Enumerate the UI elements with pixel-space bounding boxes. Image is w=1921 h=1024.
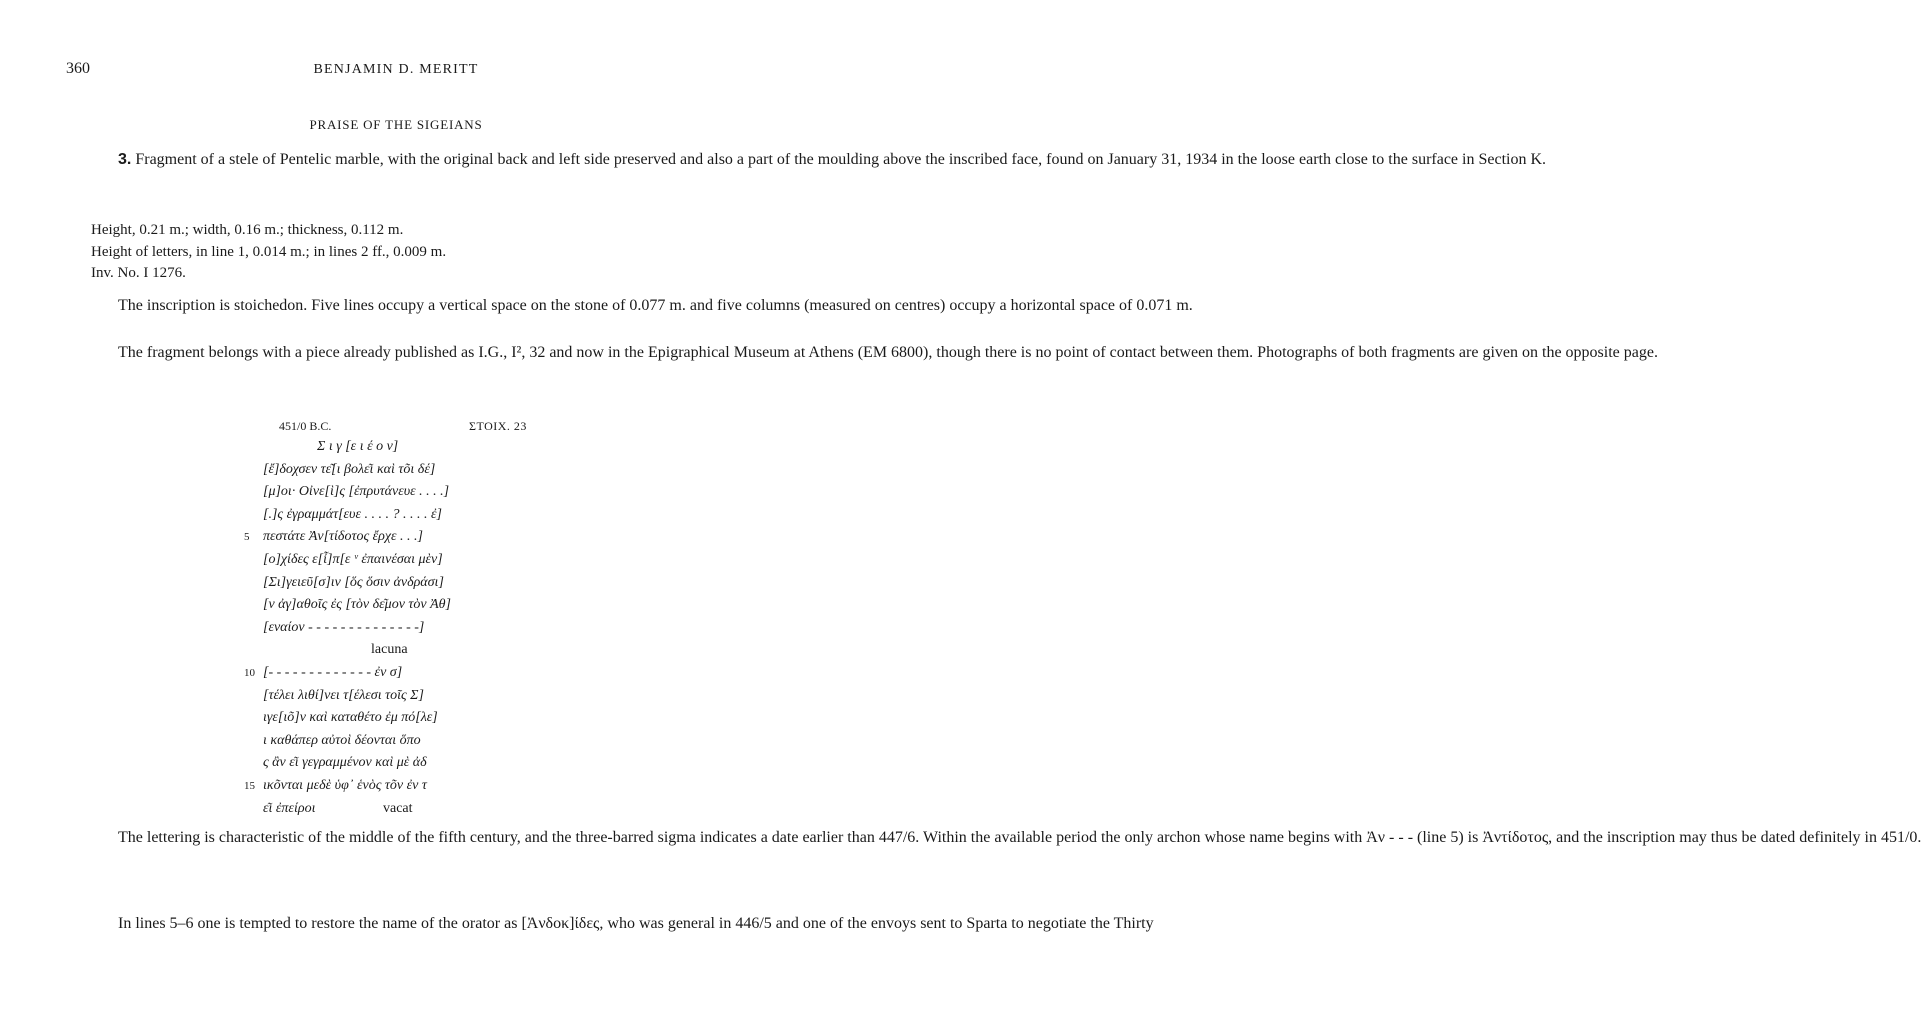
vacat-label: vacat bbox=[383, 800, 413, 816]
inscription-line bbox=[263, 504, 563, 527]
inscription-line bbox=[263, 685, 563, 708]
inscription-line bbox=[263, 459, 563, 482]
paragraph-text: The lettering is characteristic of the middle of the fifth century, and the three-barred sigma indicates a date earlier than 447/6. Within the available period the only archon whose name begins with Ἀν - - - (line 5) is Ἀντίδοτος, and the inscription may thus be dated definitely in 451/0. bbox=[118, 829, 1921, 846]
line-text: πεστάτε Ἀν[τίδοτος ἔρχε . . .] bbox=[263, 529, 423, 545]
measurement-line: Inv. No. I 1276. bbox=[91, 265, 186, 281]
paragraph-text: In lines 5–6 one is tempted to restore the name of the orator as [Ἀνδοκ]ίδες, who was general in 446/5 and one of the envoys sent to Sparta to negotiate the Thirty bbox=[118, 915, 1154, 932]
measurement-line: Height of letters, in line 1, 0.014 m.; in lines 2 ff., 0.009 m. bbox=[91, 243, 447, 260]
inscription-stoich: ΣΤΟΙΧ. 23 bbox=[469, 419, 527, 433]
inscription-line bbox=[263, 639, 563, 662]
paragraph-text: The inscription is stoichedon. Five lines occupy a vertical space on the stone of 0.077 m. and five columns (measured on centres) occupy a horizontal space of 0.071 m. bbox=[118, 297, 1193, 314]
inscription-line bbox=[263, 481, 563, 504]
intro-paragraph bbox=[91, 150, 1547, 171]
line-text: [.]ς ἐγραμμάτ[ευε . . . . ? . . . . ἐ] bbox=[263, 506, 442, 522]
entry-number: 3. bbox=[118, 151, 132, 168]
inscription-line bbox=[263, 617, 563, 640]
inscription-line bbox=[263, 572, 563, 595]
running-header-author: BENJAMIN D. MERITT bbox=[313, 62, 479, 77]
line-text: [Σι]γειεῦ[σ]ιν [ὅς ὅσιν ἀνδράσι] bbox=[263, 574, 444, 590]
line-text: [- - - - - - - - - - - - - ἐν σ] bbox=[263, 664, 403, 680]
measurements-block bbox=[91, 220, 446, 285]
line-text: ικõνται μεδὲ ὑφ᾽ ἑνὸς τõν ἐν τ bbox=[263, 777, 427, 793]
line-text: ιγε[ιõ]ν καὶ καταθέτο ἐμ πό[λε] bbox=[263, 710, 438, 726]
line-text: [ν ἀγ]αθοῖς ἐς [τὸν δε͂μον τὸν Ἀθ] bbox=[263, 597, 452, 613]
inscription-line bbox=[263, 730, 563, 753]
inscription-text bbox=[244, 436, 563, 820]
inscription-line bbox=[263, 752, 563, 775]
inscription-line bbox=[263, 798, 563, 821]
line-text: ε͂ι ἐπείροι bbox=[263, 800, 316, 816]
line-number: 5 bbox=[244, 531, 250, 544]
intro-text: Fragment of a stele of Pentelic marble, with the original back and left side preserved and also a part of the moulding above the inscribed face, found on January 31, 1934 in the loose earth close to the surface in Section K. bbox=[131, 151, 1547, 168]
line-text: [μ]οι· Οἰνε[ὶ]ς [ἐπρυτάνευε . . . .] bbox=[263, 484, 450, 500]
section-title: PRAISE OF THE SIGEIANS bbox=[309, 117, 483, 132]
line-text: [ο]χίδες ε[ἶ]π[ε ᵛ ἐπαινέσαι μὲν] bbox=[263, 551, 443, 567]
inscription-date: 451/0 B.C. bbox=[279, 419, 332, 433]
line-text: [ἔ]δοχσεν τε͂[ι βολε͂ι καὶ τõι δέ] bbox=[263, 461, 436, 477]
page-number: 360 bbox=[66, 60, 90, 77]
line-number: 15 bbox=[244, 779, 255, 792]
inscription-line bbox=[263, 707, 563, 730]
inscription-line bbox=[244, 662, 563, 685]
inscription-line bbox=[263, 436, 563, 459]
lacuna-label: lacuna bbox=[371, 642, 408, 658]
line-text: Σ ι γ [ε ι έ ο ν] bbox=[317, 439, 399, 454]
inscription-line bbox=[244, 526, 563, 549]
line-text: [τέλει λιθί]νει τ[έλεσι τοῖς Σ] bbox=[263, 687, 424, 703]
line-number: 10 bbox=[244, 666, 255, 679]
inscription-line bbox=[263, 594, 563, 617]
stoichedon-paragraph bbox=[91, 296, 1193, 317]
fragment-paragraph bbox=[91, 343, 1658, 364]
orator-paragraph bbox=[91, 914, 1154, 935]
line-text: ι καθάπερ αὐτοὶ δέονται ὅπο bbox=[263, 732, 421, 748]
inscription-line bbox=[244, 775, 563, 798]
line-text: ς ἂν ε͂ι γεγραμμένον καὶ μὲ ἀδ bbox=[263, 755, 427, 771]
lettering-paragraph bbox=[91, 828, 1921, 849]
line-text: [εναίον - - - - - - - - - - - - - -] bbox=[263, 619, 425, 635]
measurement-line: Height, 0.21 m.; width, 0.16 m.; thickness, 0.112 m. bbox=[91, 222, 404, 238]
inscription-line bbox=[263, 549, 563, 572]
paragraph-text: The fragment belongs with a piece already published as I.G., I², 32 and now in the Epigraphical Museum at Athens (EM 6800), though there is no point of contact between them. Photographs of both fragments are given on the opposite page. bbox=[118, 344, 1658, 361]
